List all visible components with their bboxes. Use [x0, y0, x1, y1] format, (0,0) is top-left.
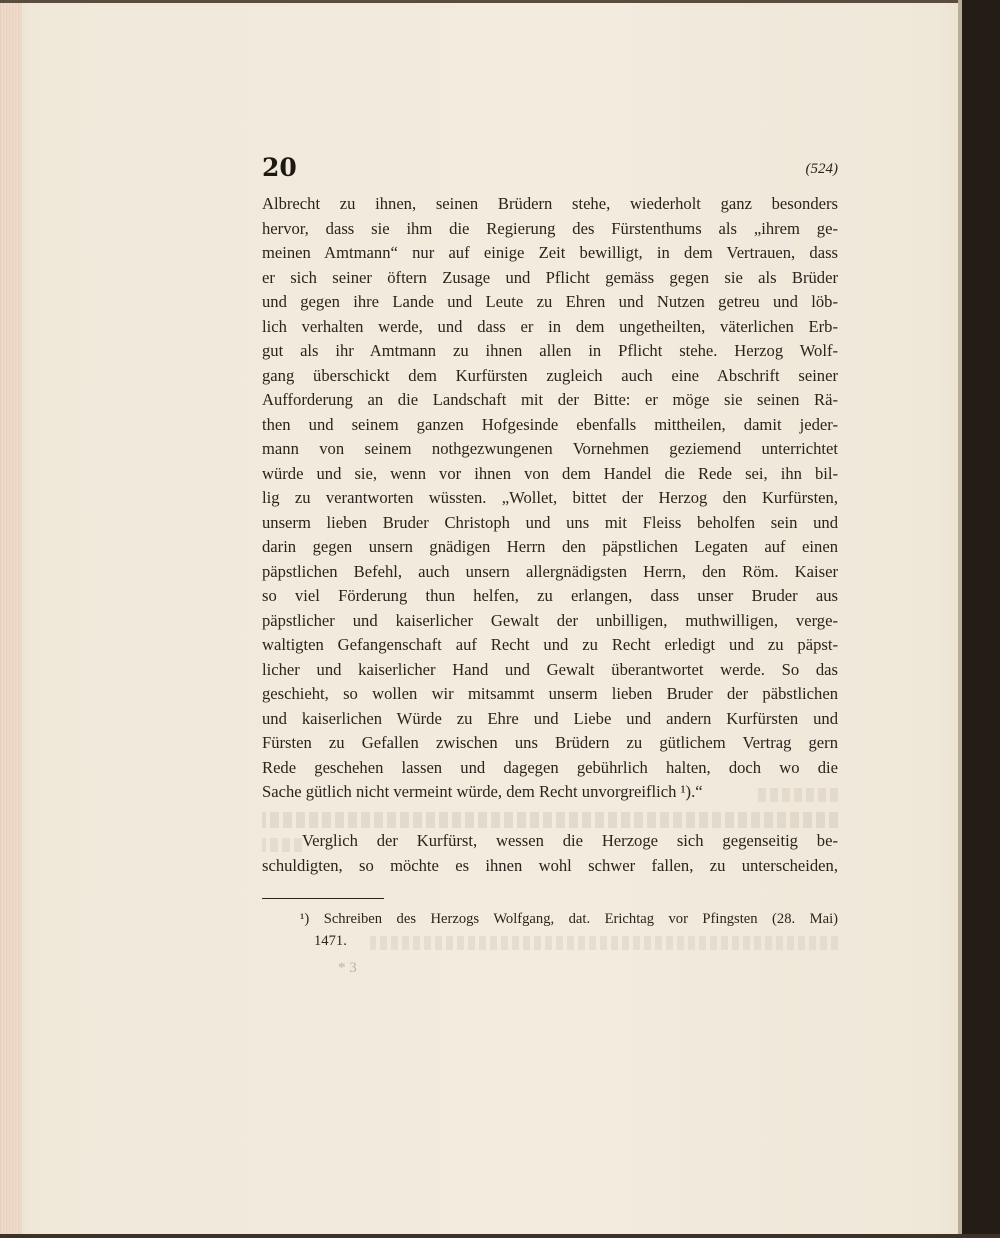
text-line: Fürsten zu Gefallen zwischen uns Brüdern zu gütlichem Vertrag gern — [262, 733, 838, 752]
text-line: gang überschickt dem Kurfürsten zugleich auch eine Abschrift seiner — [262, 365, 838, 385]
text-line: würde und sie, wenn vor ihnen von dem Handel die Rede sei, ihn bil- — [262, 463, 838, 483]
text-line: und gegen ihre Lande und Leute zu Ehren und Nutzen getreu und löb- — [262, 292, 838, 311]
paragraph-gap — [262, 805, 838, 830]
text-line: er sich seiner öftern Zusage und Pflicht gemäss gegen sie als Brüder — [262, 267, 838, 287]
text-line: hervor, dass sie ihm die Regierung des Fürstenthums als „ihrem ge- — [262, 218, 838, 238]
page-top-edge — [0, 0, 1000, 3]
text-line: und kaiserlichen Würde zu Ehre und Liebe und andern Kurfürsten und — [262, 708, 838, 728]
text-line: licher und kaiserlicher Hand und Gewalt überantwortet werde. So das — [262, 659, 838, 679]
text-line: gut als ihr Amtmann zu ihnen allen in Pflicht stehe. Herzog Wolf- — [262, 341, 838, 360]
text-line: mann von seinem nothgezwungenen Vornehmen geziemend unterrichtet — [262, 439, 838, 458]
footnote-line: ¹) Schreiben des Herzogs Wolfgang, dat. Erichtag vor Pfingsten (28. Mai) — [300, 911, 838, 927]
text-line: Verglich der Kurfürst, wessen die Herzoge sich gegenseitig be- — [302, 831, 838, 850]
text-line: päpstlicher und kaiserlicher Gewalt der unbilligen, muthwilligen, verge- — [262, 610, 838, 630]
text-line: päpstlichen Befehl, auch unsern allergnädigsten Herrn, den Röm. Kaiser — [262, 561, 838, 581]
footnote — [262, 908, 838, 952]
page-header — [262, 150, 838, 186]
text-line: Albrecht zu ihnen, seinen Brüdern stehe, wiederholt ganz besonders — [262, 194, 838, 213]
text-line: Sache gütlich nicht vermeint würde, dem Recht unvorgreiflich ¹).“ — [262, 782, 703, 801]
original-page-reference: (524) — [805, 161, 838, 177]
text-line: waltigten Gefangenschaft auf Recht und zu Recht erledigt und zu päpst- — [262, 635, 838, 654]
footnote-line: 1471. — [314, 933, 347, 949]
footnote-rule — [262, 898, 384, 899]
text-line: unserm lieben Bruder Christoph und uns mit Fleiss beholfen sein und — [262, 512, 838, 532]
text-line: meinen Amtmann“ nur auf einige Zeit bewilligt, in dem Vertrauen, dass — [262, 243, 838, 262]
text-line: geschieht, so wollen wir mitsammt unserm lieben Bruder der päbstlichen — [262, 684, 838, 703]
text-line: so viel Förderung thun helfen, zu erlangen, dass unser Bruder aus — [262, 586, 838, 605]
text-line: darin gegen unsern gnädigen Herrn den päpstlichen Legaten auf einen — [262, 537, 838, 556]
text-line: schuldigten, so möchte es ihnen wohl schwer fallen, zu unterscheiden, — [262, 855, 838, 875]
text-line: lig zu verantworten wüssten. „Wollet, bittet der Herzog den Kurfürsten, — [262, 488, 838, 507]
text-line: Aufforderung an die Landschaft mit der Bitte: er möge sie seinen Rä- — [262, 390, 838, 409]
body-text — [262, 192, 838, 878]
text-line: Rede geschehen lassen und dagegen gebührlich halten, doch wo die — [262, 757, 838, 777]
binding-edge — [0, 0, 22, 1238]
text-line: then und seinem ganzen Hofgesinde ebenfalls mittheilen, damit jeder- — [262, 414, 838, 434]
page-number: 20 — [262, 153, 297, 182]
printer-signature-mark: * 3 — [338, 960, 357, 976]
page-bottom-edge — [0, 1234, 1000, 1238]
text-line: lich verhalten werde, und dass er in dem ungetheilten, väterlichen Erb- — [262, 316, 838, 336]
page-right-border — [962, 0, 1000, 1238]
